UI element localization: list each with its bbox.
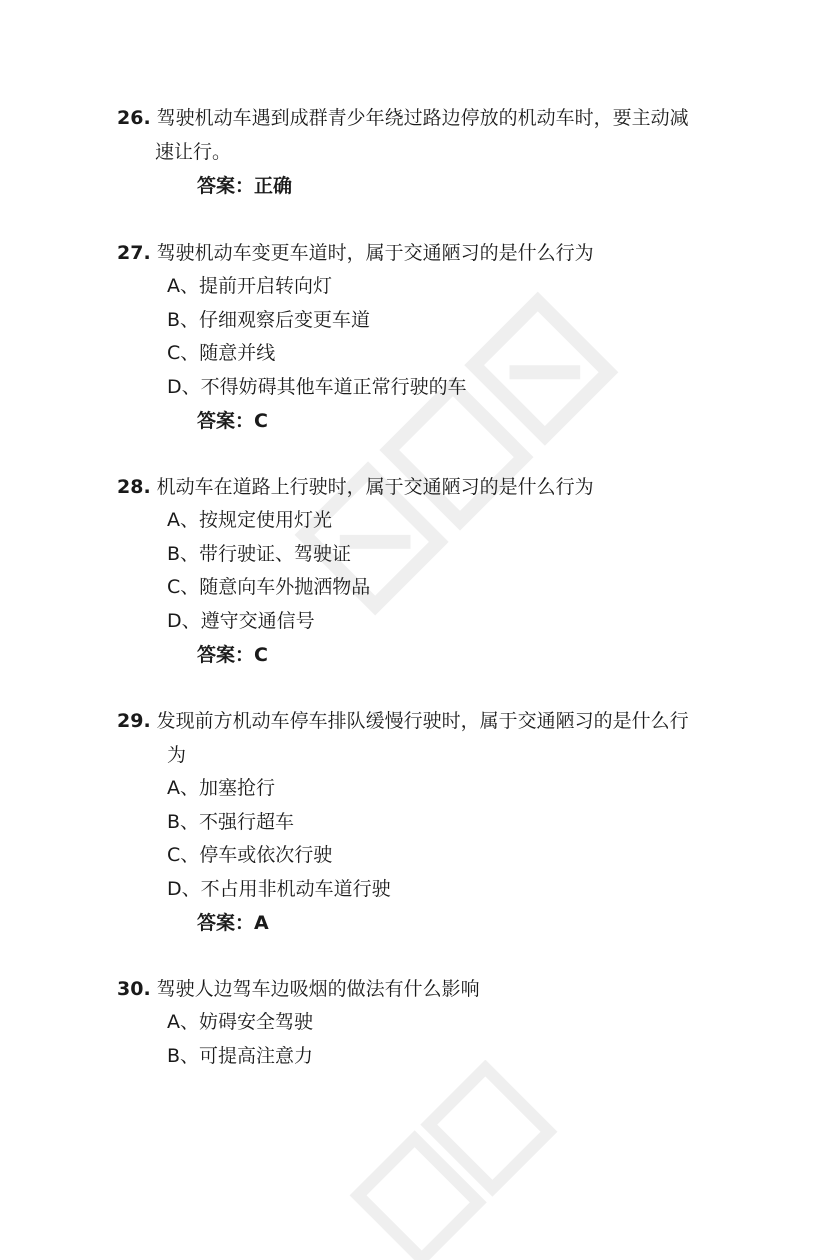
option-d: D、不占用非机动车道行驶 <box>167 877 391 900</box>
question-text: 驾驶机动车遇到成群青少年绕过路边停放的机动车时，要主动减 <box>156 107 689 129</box>
question-30 <box>117 972 717 1073</box>
option-a: A、提前开启转向灯 <box>167 275 332 297</box>
question-text: 驾驶人边驾车边吸烟的做法有什么影响 <box>156 978 480 1000</box>
option-b: B、不强行超车 <box>167 810 295 833</box>
question-text: 发现前方机动车停车排队缓慢行驶时，属于交通陋习的是什么行 <box>156 710 689 732</box>
question-number: 28. <box>117 476 151 498</box>
question-text: 驾驶机动车变更车道时，属于交通陋习的是什么行为 <box>156 242 594 264</box>
question-number: 29. <box>117 710 151 732</box>
option-c: C、随意并线 <box>167 342 276 364</box>
option-a: A、妨碍安全驾驶 <box>167 1011 313 1033</box>
answer: 答案：C <box>197 644 268 666</box>
option-a: A、加塞抢行 <box>167 777 275 799</box>
watermark <box>300 1060 600 1260</box>
question-28 <box>117 470 717 672</box>
option-a: A、按规定使用灯光 <box>167 509 332 531</box>
option-d: D、遵守交通信号 <box>167 609 315 632</box>
question-number: 26. <box>117 107 151 129</box>
question-27 <box>117 236 717 438</box>
option-b: B、仔细观察后变更车道 <box>167 308 371 331</box>
option-d: D、不得妨碍其他车道正常行驶的车 <box>167 375 467 398</box>
option-c: C、随意向车外抛洒物品 <box>167 576 371 598</box>
question-number: 27. <box>117 242 151 264</box>
option-b: B、可提高注意力 <box>167 1044 314 1067</box>
question-text-continued: 速让行。 <box>155 141 232 163</box>
option-c: C、停车或依次行驶 <box>167 844 333 866</box>
answer: 答案：C <box>197 410 268 432</box>
question-29 <box>117 704 717 940</box>
option-b: B、带行驶证、驾驶证 <box>167 542 352 565</box>
answer: 答案：A <box>197 912 269 934</box>
question-number: 30. <box>117 978 151 1000</box>
question-text: 机动车在道路上行驶时，属于交通陋习的是什么行为 <box>156 476 594 498</box>
question-26 <box>117 101 717 203</box>
answer: 答案：正确 <box>197 175 293 197</box>
question-text-continued: 为 <box>167 744 187 766</box>
